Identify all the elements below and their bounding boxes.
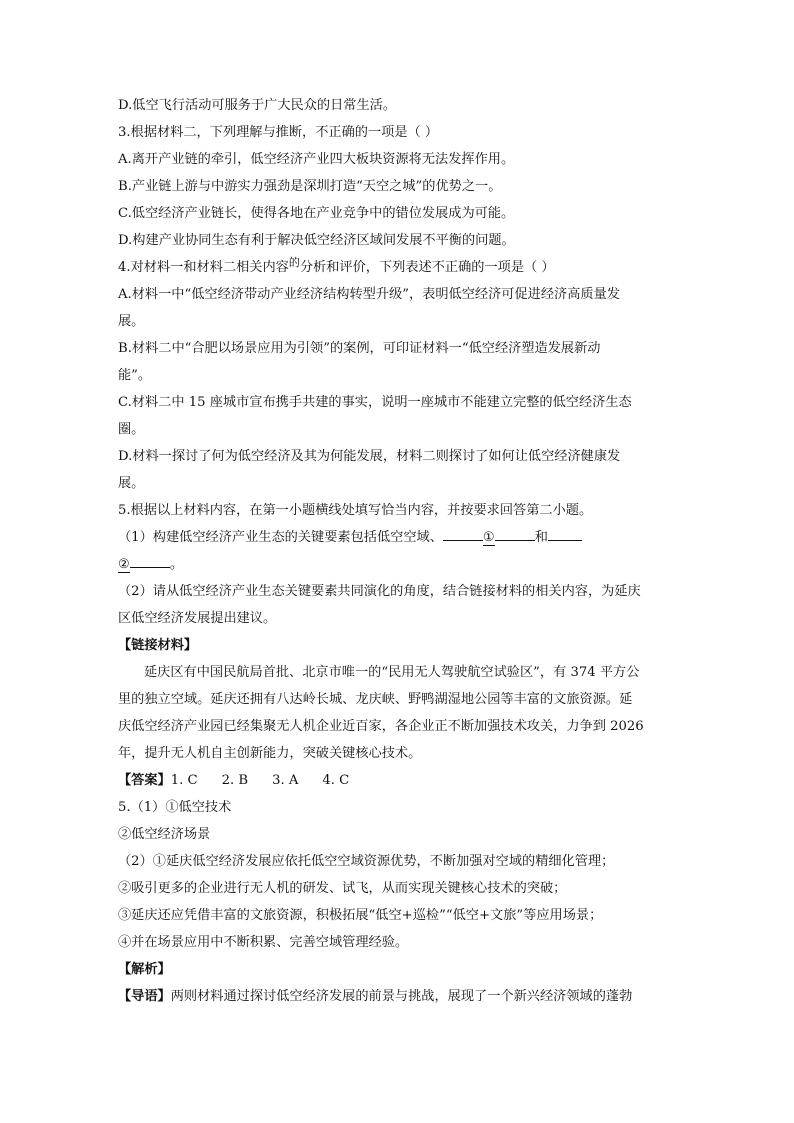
question-4-small-char: 的 [288, 256, 300, 269]
question-4 [118, 254, 678, 281]
answer-5-1: 5.（1）①低空技术 [118, 800, 232, 815]
link-material-line1: 延庆区有中国民航局首批、北京市唯一的“民用无人驾驶航空试验区”，有 374 平方公 [144, 665, 640, 680]
blank-underline [495, 526, 535, 541]
blank-underline [548, 526, 582, 541]
answer-5-2-item2: ②吸引更多的企业进行无人机的研发、试飞，从而实现关键核心技术的突破； [118, 881, 567, 896]
question-5-1-end: 。 [169, 557, 184, 572]
option-4c-line2: 圈。 [118, 422, 145, 437]
question-5-1-text: （1）构建低空经济产业生态的关键要素包括低空空域、 [118, 530, 443, 545]
answer-5-2-item4: ④并在场景应用中不断积累、完善空域管理经验。 [118, 935, 409, 950]
answer-1: 1. C [170, 773, 198, 788]
answer-5-1-b: ②低空经济场景 [118, 827, 211, 842]
question-5-1-cont [118, 551, 678, 578]
guide-text: 两则材料通过探讨低空经济发展的前景与挑战，展现了一个新兴经济领域的蓬勃 [170, 989, 633, 1004]
blank-2-label: ② [118, 557, 130, 572]
answer-heading: 【答案】 [118, 773, 171, 788]
guide-paragraph [118, 983, 678, 1010]
question-5: 5.根据以上材料内容，在第一小题横线处填写恰当内容，并按要求回答第二小题。 [118, 503, 593, 518]
question-3: 3.根据材料二，下列理解与推断，不正确的一项是（ ） [118, 125, 439, 140]
answer-3: 3. A [272, 773, 299, 788]
option-4a-line2: 展。 [118, 314, 145, 329]
option-3b: B.产业链上游与中游实力强劲是深圳打造“天空之城”的优势之一。 [118, 179, 502, 194]
document-page [118, 92, 678, 1010]
link-material-line4: 年，提升无人机自主创新能力，突破关键核心技术。 [118, 746, 422, 761]
option-4a-line1: A.材料一中“低空经济带动产业经济结构转型升级”，表明低空经济可促进经济高质量发 [118, 287, 620, 302]
answer-4: 4. C [322, 773, 350, 788]
option-4c-line1: C.材料二中 15 座城市宣布携手共建的事实，说明一座城市不能建立完整的低空经济生态 [118, 395, 632, 410]
question-5-1-and: 和 [534, 530, 548, 545]
answer-2: 2. B [221, 773, 249, 788]
question-5-1 [118, 524, 678, 551]
option-4b-line1: B.材料二中“合肥以场景应用为引领”的案例，可印证材料一“低空经济塑造发展新动 [118, 341, 601, 356]
link-material-line3: 庆低空经济产业园已经集聚无人机企业近百家，各企业正不断加强技术攻关，力争到 2026 [118, 719, 644, 734]
link-material-heading: 【链接材料】 [118, 638, 198, 653]
question-4-text-1: 4.对材料一和材料二相关内容 [118, 260, 289, 275]
blank-1-label: ① [482, 530, 495, 545]
option-4d-line1: D.材料一探讨了何为低空经济及其为何能发展，材料二则探讨了如何让低空经济健康发 [118, 449, 621, 464]
option-2d: D.低空飞行活动可服务于广大民众的日常生活。 [118, 98, 397, 113]
option-3d: D.构建产业协同生态有利于解决低空经济区域间发展不平衡的问题。 [118, 233, 515, 248]
answer-5-2-item1: （2）①延庆低空经济发展应依托低空空域资源优势，不断加强对空域的精细化管理； [118, 854, 615, 869]
blank-underline [130, 553, 170, 568]
analysis-heading: 【解析】 [118, 962, 171, 977]
question-5-2-line2: 区低空经济发展提出建议。 [118, 611, 277, 626]
guide-heading: 【导语】 [118, 989, 171, 1004]
answer-row [118, 767, 678, 794]
question-5-2-line1: （2）请从低空经济产业生态关键要素共同演化的角度，结合链接材料的相关内容，为延庆 [118, 584, 641, 599]
option-3a: A.离开产业链的牵引，低空经济产业四大板块资源将无法发挥作用。 [118, 152, 515, 167]
answer-5-2-item3: ③延庆还应凭借丰富的文旅资源，积极拓展“低空+巡检”“低空+文旅”等应用场景； [118, 908, 603, 923]
option-4d-line2: 展。 [118, 476, 145, 491]
option-4b-line2: 能”。 [118, 368, 152, 383]
question-4-text-2: 分析和评价，下列表述不正确的一项是（ ） [299, 260, 555, 275]
blank-underline [443, 526, 483, 541]
link-material-line2: 里的独立空域。延庆还拥有八达岭长城、龙庆峡、野鸭湖湿地公园等丰富的文旅资源。延 [118, 692, 633, 707]
option-3c: C.低空经济产业链长，使得各地在产业竞争中的错位发展成为可能。 [118, 206, 515, 221]
